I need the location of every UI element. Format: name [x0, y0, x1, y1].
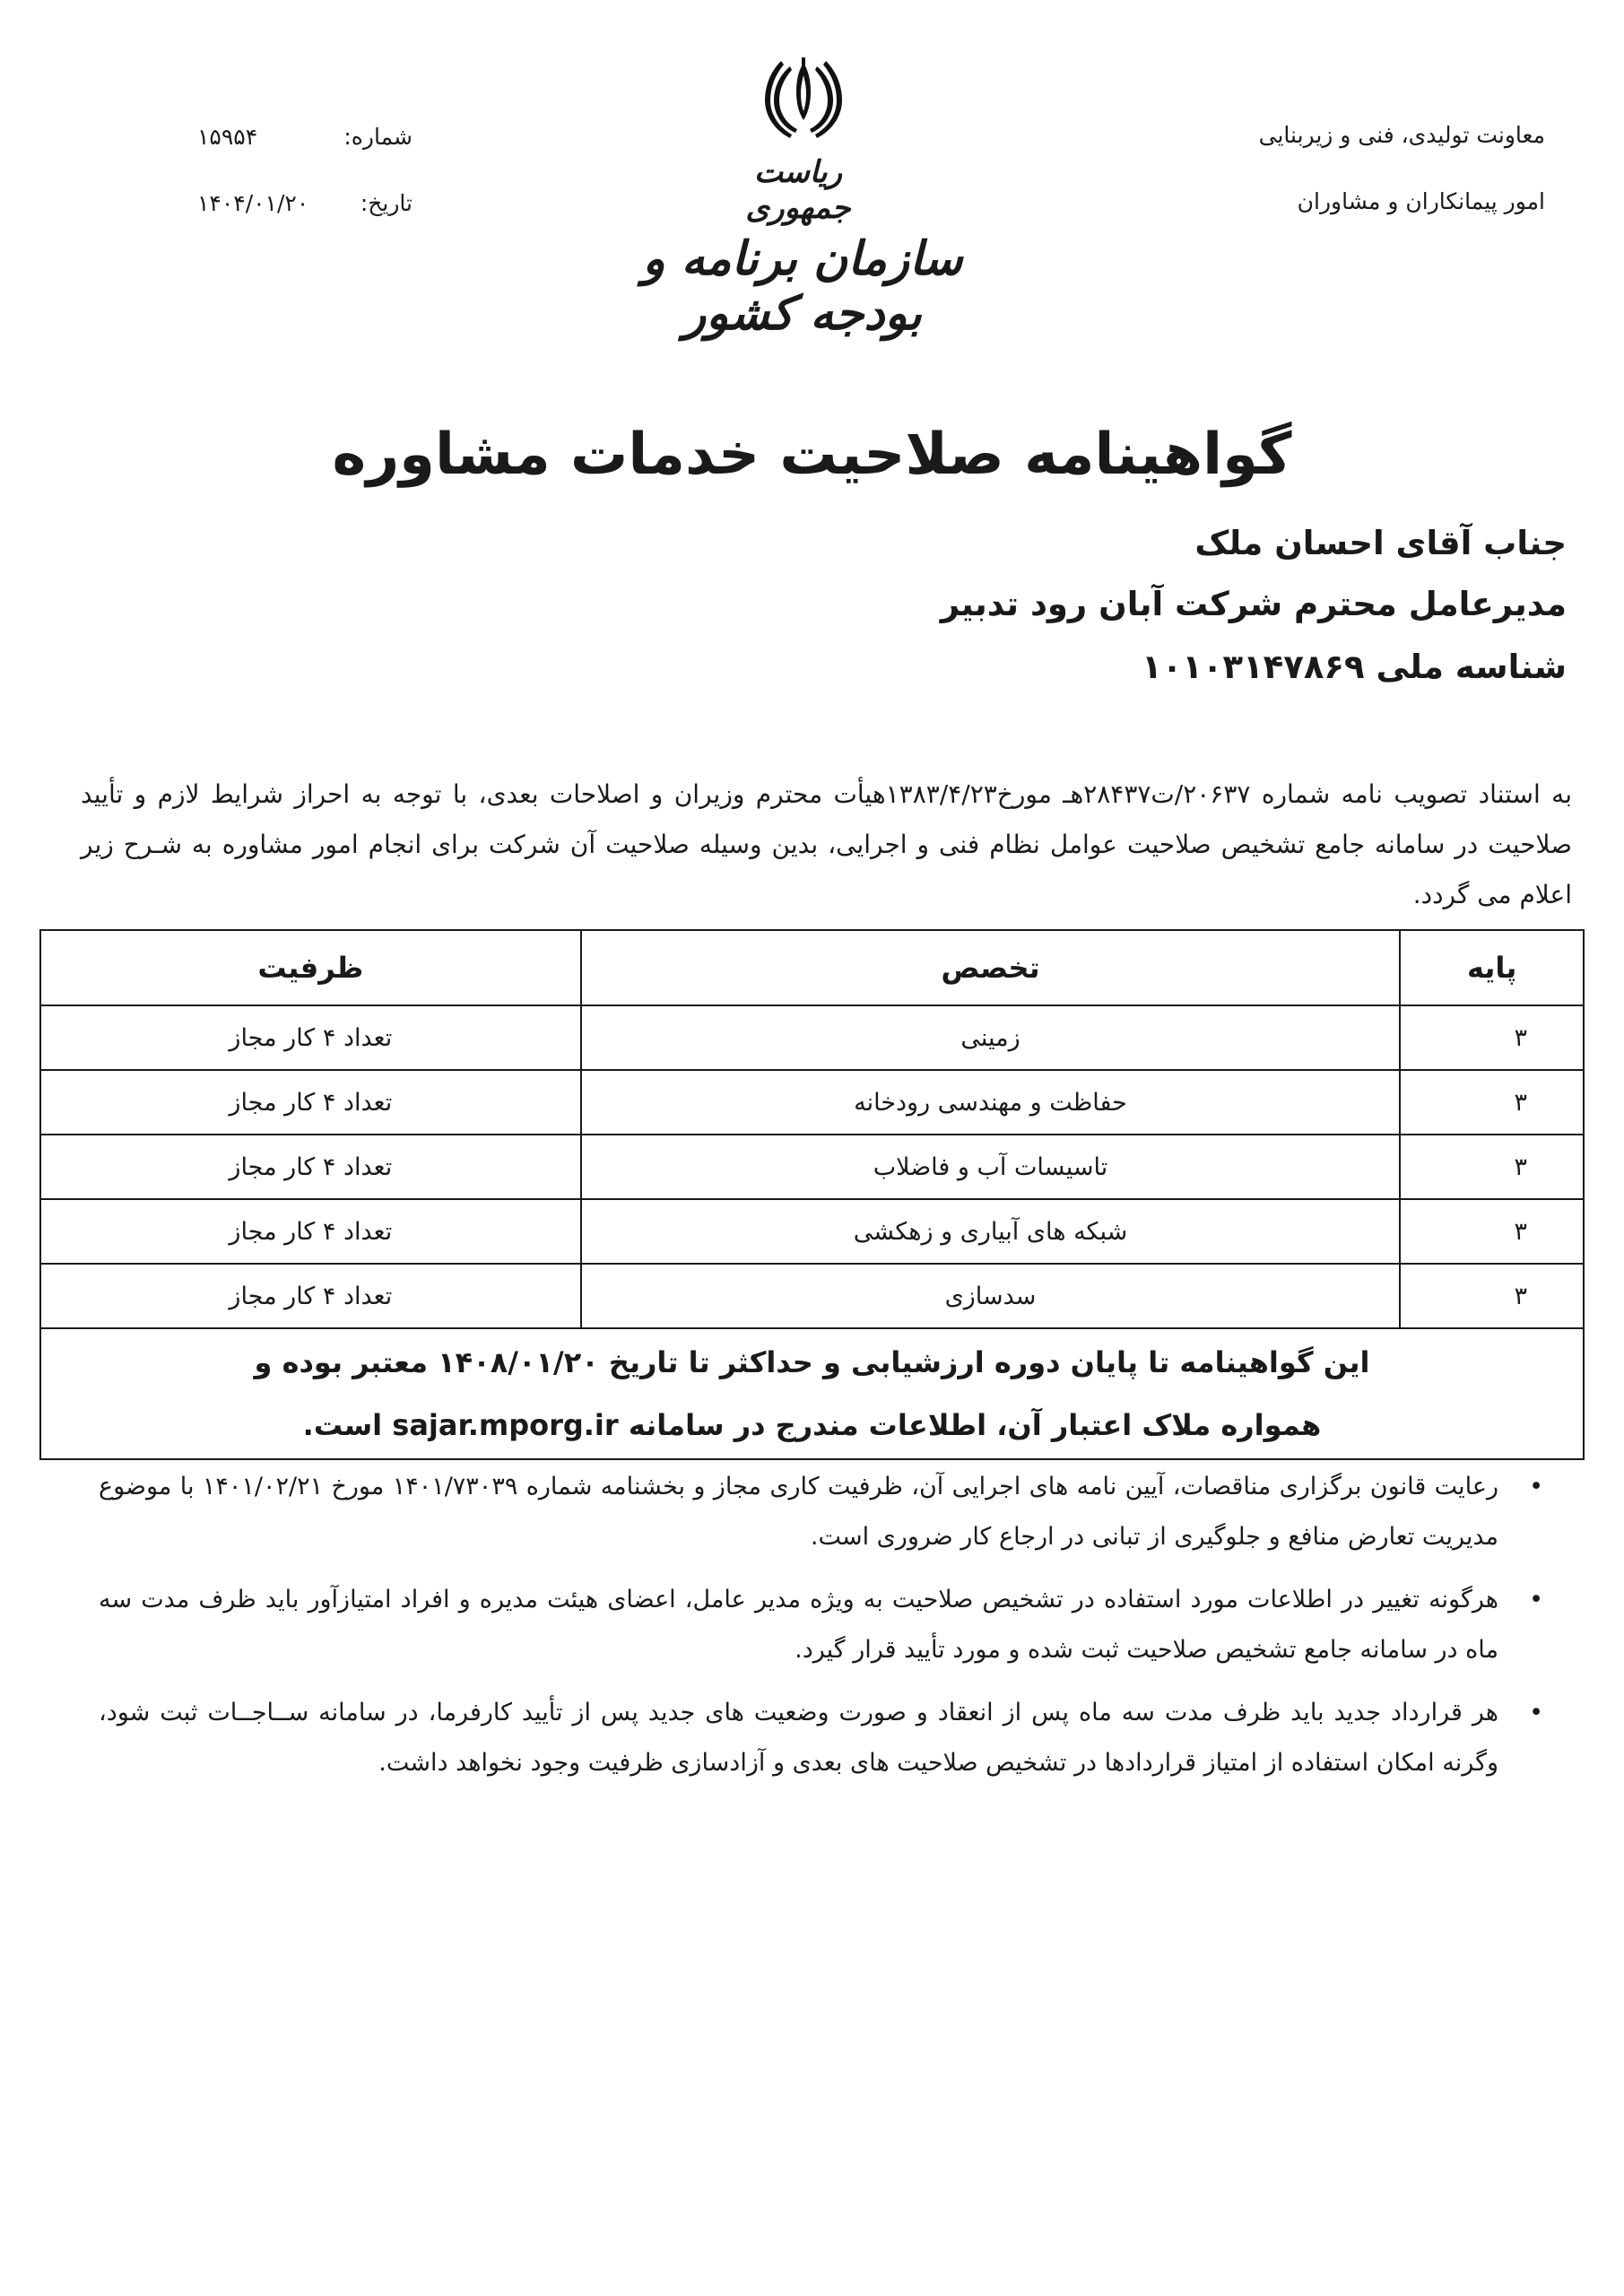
organization-logo-text: سازمان برنامه و بودجه کشور: [642, 231, 963, 341]
specialty-cell: سدسازی: [581, 1264, 1401, 1328]
table-row: [40, 1199, 1584, 1264]
letter-meta: [179, 124, 413, 257]
bullet-icon: •: [1529, 1699, 1543, 1726]
capacity-cell: تعداد ۴ کار مجاز: [40, 1070, 581, 1135]
letter-number-label: شماره:: [343, 124, 413, 150]
list-item: [99, 1688, 1561, 1788]
condition-text: هرگونه تغییر در اطلاعات مورد استفاده در تشخیص صلاحیت به ویژه مدیر عامل، اعضای هیئت مدیره و افراد امتیازآور باید ظرف مدت سه ماه در سامانه جامع تشخیص صلاحیت ثبت شده و مورد تأیید قرار گیرد.: [99, 1586, 1498, 1664]
validity-note: [40, 1328, 1584, 1459]
bullet-icon: •: [1529, 1586, 1543, 1613]
intro-paragraph: به استناد تصویب نامه شماره ۲۰۶۳۷/ت۲۸۴۳۷هـ مورخ۱۳۸۳/۴/۲۳هیأت محترم وزیران و اصلاحات بعدی، با توجه به احراز شرایط لازم و تأیید صلاحیت در سامانه جامع تشخیص صلاحیت عوامل نظام فنی و اجرایی، بدین وسیله صلاحیت آن شرکت برای انجام امور مشاوره به شـرح زیر اعلام می گردد.: [81, 779, 1572, 909]
specialty-cell: حفاظت و مهندسی رودخانه: [581, 1070, 1401, 1135]
specialty-cell: زمینی: [581, 1005, 1401, 1070]
letter-number-value: ۱۵۹۵۴: [197, 124, 258, 150]
header-base: پایه: [1400, 930, 1584, 1005]
letter-date-label: تاریخ:: [360, 190, 413, 216]
capacity-cell: تعداد ۴ کار مجاز: [40, 1135, 581, 1199]
office-title: امور پیمانکاران و مشاوران: [1297, 188, 1545, 214]
list-item: [99, 1575, 1561, 1675]
bullet-icon: •: [1529, 1473, 1543, 1500]
certificate-title: گواهینامه صلاحیت خدمات مشاوره: [332, 422, 1292, 488]
conditions-list: [99, 1462, 1561, 1801]
deputy-title: معاونت تولیدی، فنی و زیربنایی: [1258, 122, 1545, 148]
condition-text: رعایت قانون برگزاری مناقصات، آیین نامه های اجرایی آن، ظرفیت کاری مجاز و بخشنامه شماره ۱۴۰۱/۷۳۰۳۹ مورخ ۱۴۰۱/۰۲/۲۱ با موضوع مدیریت تعارض منافع و جلوگیری از تبانی در ارجاع کار ضروری است.: [99, 1473, 1498, 1551]
condition-text: هر قرارداد جدید باید ظرف مدت سه ماه پس از انعقاد و صورت وضعیت های جدید پس از تأیید کارفرما، در سامانه ســاجــات ثبت شود، وگرنه امکان استفاده از امتیاز قراردادها در تشخیص صلاحیت های بعدی و آزادسازی ظرفیت وجود نخواهد داشت.: [99, 1699, 1498, 1777]
capacity-cell: تعداد ۴ کار مجاز: [40, 1199, 581, 1264]
presidency-text: ریاست جمهوری: [745, 154, 851, 226]
qualification-table: [39, 929, 1585, 1460]
table-row: [40, 1005, 1584, 1070]
header-specialty: تخصص: [581, 930, 1401, 1005]
list-item: [99, 1462, 1561, 1562]
table-header-row: [40, 930, 1584, 1005]
letter-number-row: [179, 124, 413, 160]
table-row: [40, 1070, 1584, 1135]
letter-date-row: [179, 190, 413, 226]
base-cell: ۳: [1400, 1135, 1584, 1199]
addressee-name: جناب آقای احسان ملک: [1194, 524, 1567, 562]
validity-line-1: این گواهینامه تا پایان دوره ارزشیابی و حداکثر تا تاریخ ۱۴۰۸/۰۱/۲۰ معتبر بوده و: [254, 1345, 1370, 1379]
table-row: [40, 1135, 1584, 1199]
capacity-cell: تعداد ۴ کار مجاز: [40, 1005, 581, 1070]
department-header: [1079, 124, 1545, 257]
letter-date-value: ۱۴۰۴/۰۱/۲۰: [197, 190, 309, 216]
addressee-position: مدیرعامل محترم شرکت آبان رود تدبیر: [940, 585, 1567, 623]
header-capacity: ظرفیت: [40, 930, 581, 1005]
table-row: [40, 1264, 1584, 1328]
iran-emblem-icon: [754, 57, 853, 140]
base-cell: ۳: [1400, 1070, 1584, 1135]
base-cell: ۳: [1400, 1005, 1584, 1070]
specialty-cell: شبکه های آبیاری و زهکشی: [581, 1199, 1401, 1264]
specialty-cell: تاسیسات آب و فاضلاب: [581, 1135, 1401, 1199]
base-cell: ۳: [1400, 1199, 1584, 1264]
validity-row: [40, 1328, 1584, 1459]
capacity-cell: تعداد ۴ کار مجاز: [40, 1264, 581, 1328]
base-cell: ۳: [1400, 1264, 1584, 1328]
national-id: شناسه ملی ۱۰۱۰۳۱۴۷۸۶۹: [1142, 648, 1567, 686]
validity-line-2: همواره ملاک اعتبار آن، اطلاعات مندرج در سامانه sajar.mporg.ir است.: [302, 1408, 1322, 1442]
